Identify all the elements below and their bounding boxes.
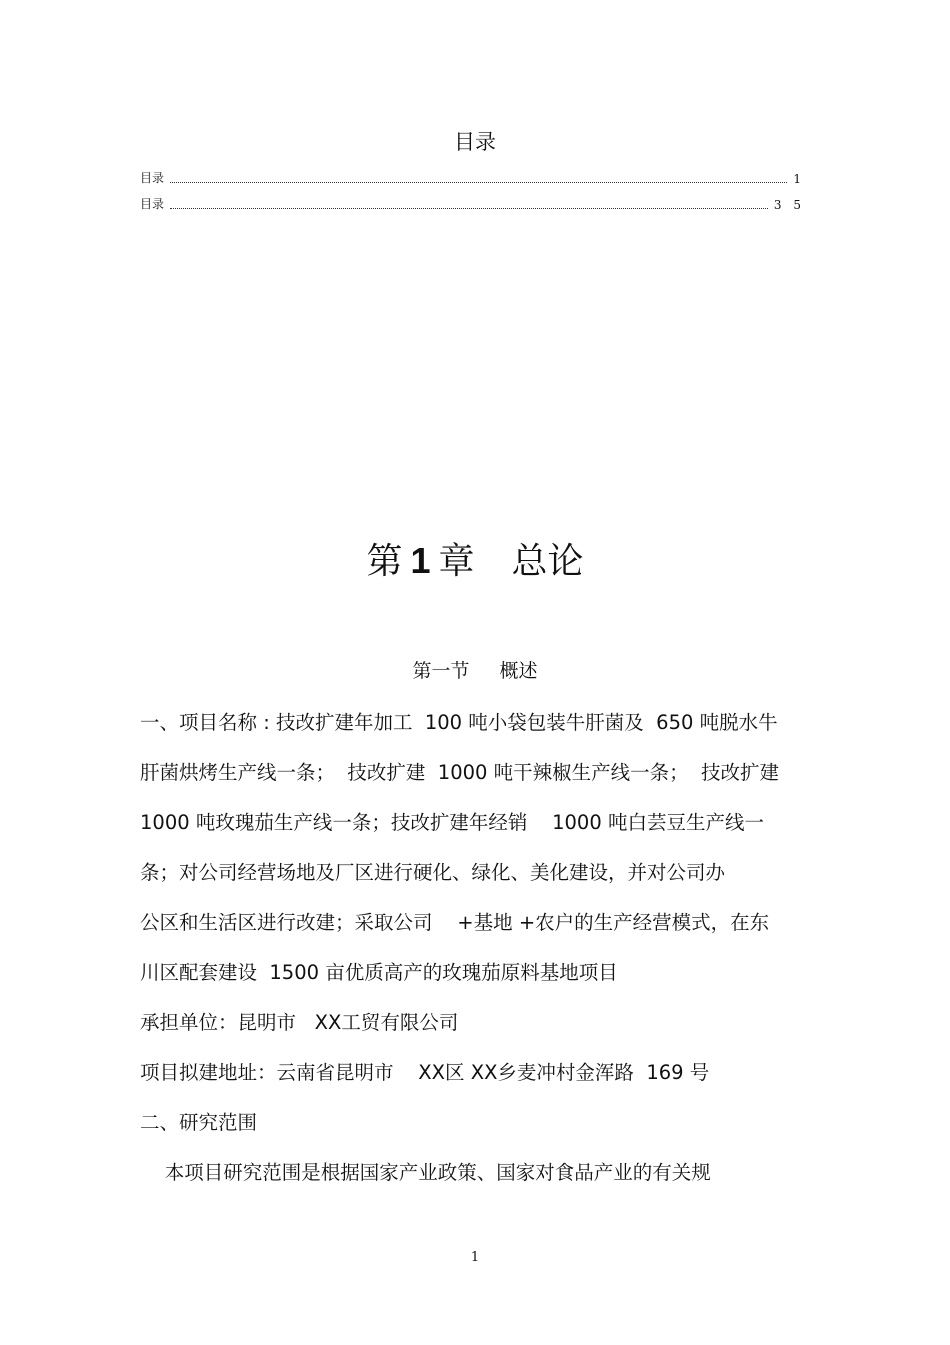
body-line: 公区和生活区进行改建；采取公司 +基地 +农户的生产经营模式，在东 xyxy=(140,911,770,934)
chapter-title: 总论 xyxy=(511,541,584,582)
body-line: 肝菌烘烤生产线一条； 技改扩建 1000 吨干辣椒生产线一条； 技改扩建 xyxy=(140,761,780,784)
toc-leader-dots xyxy=(170,207,768,209)
body-line: 一、项目名称 : 技改扩建年加工 100 吨小袋包装牛肝菌及 650 吨脱水牛 xyxy=(140,711,778,734)
body-line: 二、研究范围 xyxy=(140,1111,258,1134)
section-heading xyxy=(0,656,950,683)
toc-entry-label: 目录 xyxy=(140,197,165,211)
body-line: 1000 吨玫瑰茄生产线一条；技改扩建年经销 1000 吨白芸豆生产线一 xyxy=(140,811,764,834)
toc-leader-dots xyxy=(170,181,787,183)
toc-entry-page: 1 xyxy=(793,172,805,186)
chapter-suffix: 章 xyxy=(438,541,475,582)
page-number: 1 xyxy=(470,1250,480,1265)
toc-entry[interactable] xyxy=(140,170,805,186)
toc-title: 目录 xyxy=(454,130,496,154)
body-line: 条；对公司经营场地及厂区进行硬化、绿化、美化建设，并对公司办 xyxy=(140,861,726,884)
body-line: 承担单位：昆明市 XX工贸有限公司 xyxy=(140,1011,459,1034)
toc-entry-page: 3 5 xyxy=(773,198,805,212)
body-line: 川区配套建设 1500 亩优质高产的玫瑰茄原料基地项目 xyxy=(140,961,618,984)
body-line: 本项目研究范围是根据国家产业政策、国家对食品产业的有关规 xyxy=(140,1161,711,1184)
chapter-heading xyxy=(0,533,950,584)
toc-entry-label: 目录 xyxy=(140,171,165,185)
chapter-prefix: 第 xyxy=(366,541,403,582)
body-line: 项目拟建地址：云南省昆明市 XX区 XX乡麦冲村金浑路 169 号 xyxy=(140,1061,710,1084)
section-title: 概述 xyxy=(499,660,538,682)
section-name: 第一节 xyxy=(412,660,470,682)
chapter-number: 1 xyxy=(410,540,431,581)
toc-entry[interactable] xyxy=(140,196,805,212)
